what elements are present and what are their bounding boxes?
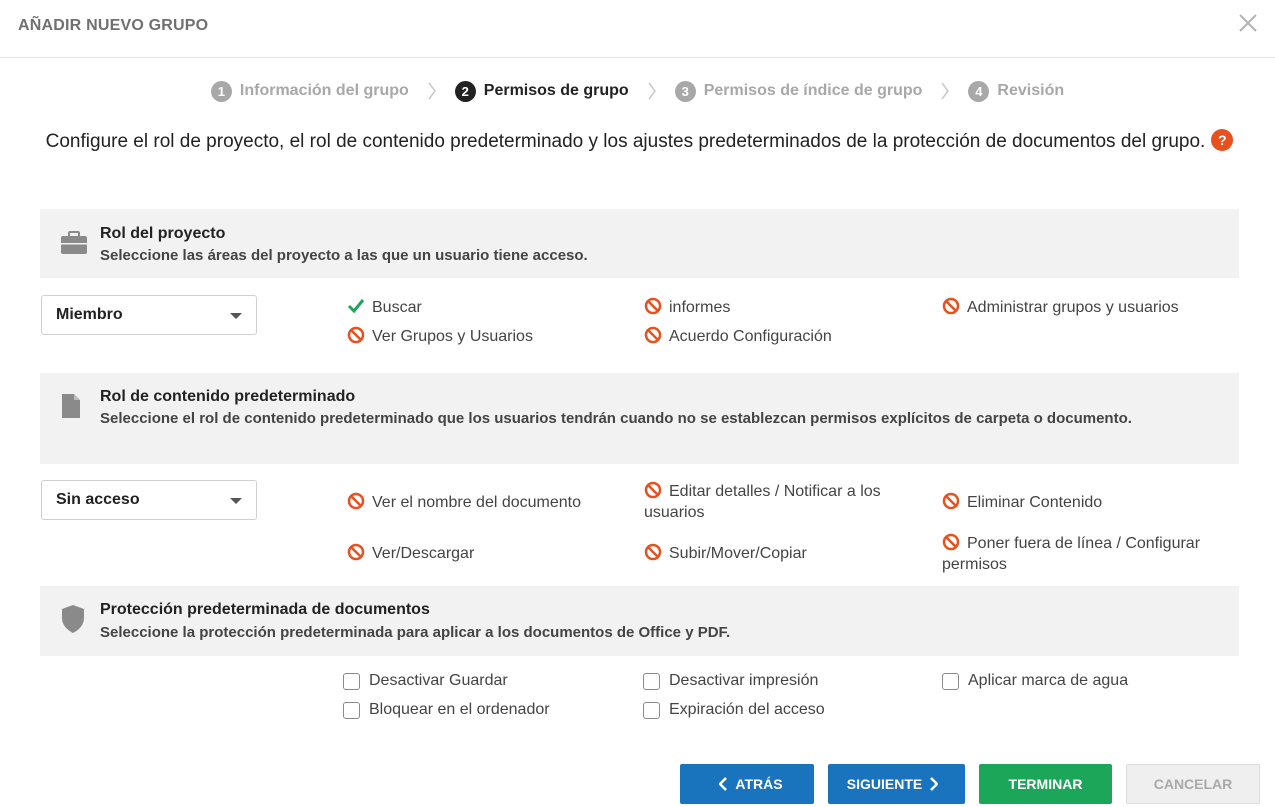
permission-item: Subir/Mover/Copiar — [644, 543, 934, 564]
step-review[interactable] — [968, 81, 1064, 102]
denied-icon — [347, 326, 365, 344]
check-icon — [347, 297, 365, 315]
permission-item: Ver/Descargar — [347, 543, 637, 564]
permission-item: Eliminar Contenido — [942, 492, 1232, 513]
intro-description: Configure el rol de proyecto, el rol de contenido predeterminado y los ajustes predeterminados de la protección de documentos del grupo. — [45, 131, 1206, 152]
permission-item: Administrar grupos y usuarios — [942, 297, 1179, 318]
content-role-header — [40, 373, 1239, 464]
shield-icon — [60, 604, 86, 634]
permission-item: Ver Grupos y Usuarios — [347, 326, 533, 347]
denied-icon — [644, 326, 662, 344]
back-button[interactable]: ATRÁS — [680, 764, 814, 804]
step-number: 3 — [675, 81, 696, 102]
finish-button[interactable]: TERMINAR — [979, 764, 1112, 804]
step-group-info[interactable] — [211, 81, 409, 102]
step-label: Permisos de índice de grupo — [703, 82, 923, 99]
checkbox[interactable] — [643, 673, 660, 690]
help-icon[interactable]: ? — [1211, 129, 1233, 151]
caret-down-icon — [230, 313, 242, 319]
chevron-right-icon — [930, 777, 938, 791]
checkbox[interactable] — [942, 673, 959, 690]
step-number: 1 — [211, 81, 232, 102]
step-label: Información del grupo — [239, 82, 409, 99]
permission-item: Acuerdo Configuración — [644, 326, 832, 347]
apply-watermark-checkbox[interactable]: Aplicar marca de agua — [942, 672, 1128, 690]
step-group-permissions[interactable] — [455, 81, 629, 102]
cancel-button[interactable]: CANCELAR — [1126, 764, 1260, 804]
denied-icon — [644, 481, 662, 499]
select-value: Miembro — [56, 306, 123, 323]
project-role-title: Rol del proyecto — [100, 225, 226, 242]
permission-item: Ver el nombre del documento — [347, 492, 637, 513]
chevron-right-icon — [940, 80, 950, 102]
denied-icon — [942, 533, 960, 551]
select-value: Sin acceso — [56, 491, 140, 508]
permission-item: Buscar — [347, 297, 422, 318]
protection-title: Protección predeterminada de documentos — [100, 601, 430, 618]
step-label: Revisión — [997, 82, 1065, 99]
caret-down-icon — [230, 498, 242, 504]
briefcase-icon — [60, 231, 88, 255]
content-role-title: Rol de contenido predeterminado — [100, 388, 356, 405]
wizard-stepper — [0, 78, 1275, 104]
permission-item: informes — [644, 297, 730, 318]
denied-icon — [347, 492, 365, 510]
chevron-right-icon — [427, 80, 437, 102]
next-button[interactable]: SIGUIENTE — [828, 764, 965, 804]
chevron-right-icon — [647, 80, 657, 102]
checkbox[interactable] — [343, 673, 360, 690]
step-number: 2 — [455, 81, 476, 102]
lock-to-computer-checkbox[interactable]: Bloquear en el ordenador — [343, 701, 550, 719]
chevron-left-icon — [719, 777, 727, 791]
document-icon — [60, 393, 82, 419]
permission-item: Poner fuera de línea / Configurar permisos — [942, 535, 1201, 573]
step-number: 4 — [968, 81, 989, 102]
access-expiration-checkbox[interactable]: Expiración del acceso — [643, 701, 825, 719]
content-role-select[interactable] — [41, 480, 257, 520]
intro-text — [40, 128, 1239, 156]
dialog-header — [0, 0, 1275, 58]
checkbox[interactable] — [643, 702, 660, 719]
permission-item: Editar detalles / Notificar a los usuarios — [644, 483, 881, 521]
close-icon[interactable] — [1237, 10, 1259, 36]
checkbox[interactable] — [343, 702, 360, 719]
protection-description: Seleccione la protección predeterminada para aplicar a los documentos de Office y PDF. — [100, 624, 731, 641]
denied-icon — [644, 297, 662, 315]
disable-save-checkbox[interactable]: Desactivar Guardar — [343, 672, 508, 690]
denied-icon — [942, 297, 960, 315]
denied-icon — [347, 543, 365, 561]
dialog-title: AÑADIR NUEVO GRUPO — [18, 17, 209, 34]
disable-print-checkbox[interactable]: Desactivar impresión — [643, 672, 818, 690]
step-index-permissions[interactable] — [675, 81, 923, 102]
project-role-description: Seleccione las áreas del proyecto a las que un usuario tiene acceso. — [100, 247, 588, 264]
protection-header — [40, 586, 1239, 656]
project-role-header — [40, 209, 1239, 278]
project-role-select[interactable] — [41, 295, 257, 335]
denied-icon — [644, 543, 662, 561]
content-role-description: Seleccione el rol de contenido predeterminado que los usuarios tendrán cuando no se establezcan permisos explícitos de carpeta o documento. — [100, 410, 1132, 427]
denied-icon — [942, 492, 960, 510]
step-label: Permisos de grupo — [483, 82, 629, 99]
